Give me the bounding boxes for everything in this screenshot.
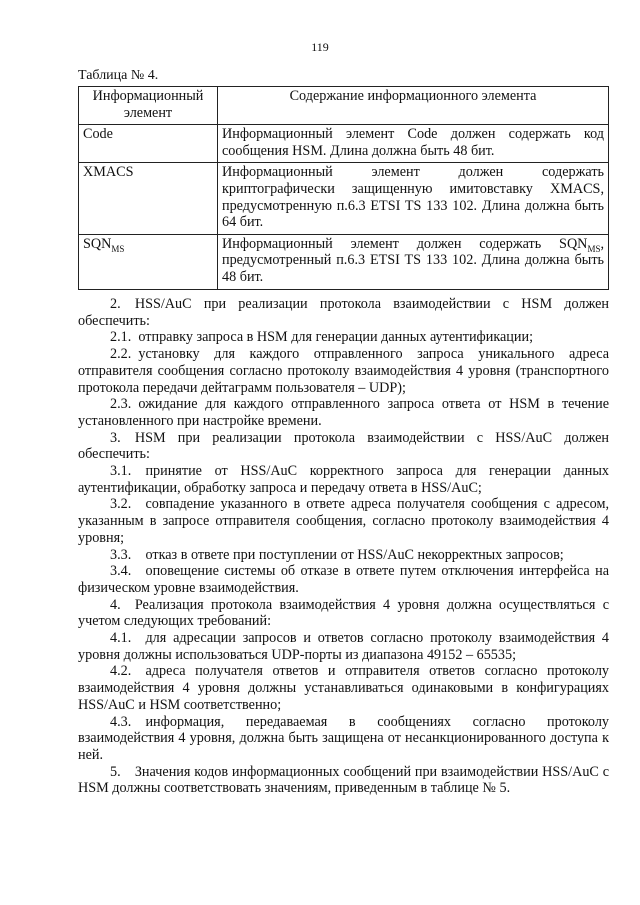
page-number: 119 [311, 40, 329, 54]
element-name-code: Code [79, 125, 218, 163]
paragraph: 5. Значения кодов информационных сообщений при взаимодействии HSS/AuC с HSM должны соответствовать значениям, приведенным в таблице № 5. [78, 763, 609, 797]
paragraph: 3.4. оповещение системы об отказе в ответе путем отключения интерфейса на физическом уровне взаимодействия. [78, 563, 609, 596]
info-elements-table [78, 86, 609, 290]
body-text [78, 296, 609, 797]
sqn-content-post: , предусмотренный п.6.3 ETSI TS 133 102. Длина должна быть 48 бит. [222, 235, 604, 285]
element-name-xmacs: XMACS [79, 163, 218, 234]
paragraph: 3.2. совпадение указанного в ответе адреса получателя сообщения с адресом, указанным в запросе отправителя сообщения, согласно протоколу взаимодействия 4 уровня; [78, 496, 609, 546]
paragraph: 2.2. установку для каждого отправленного запроса уникального адреса отправителя сообщения согласно протоколу взаимодействия 4 уровня (транспортного протокола передачи дейтаграмм пользователя – UDP); [78, 346, 609, 396]
paragraph: 3.3. отказ в ответе при поступлении от HSS/AuC некорректных запросов; [110, 546, 564, 563]
paragraph: 4.2. адреса получателя ответов и отправителя ответов согласно протоколу взаимодействия 4 уровня должны устанавливаться одинаковыми в конфигурациях HSS/AuC и HSM соответственно; [78, 663, 609, 713]
header-content: Содержание информационного элемента [218, 87, 609, 125]
paragraph: 2. HSS/AuC при реализации протокола взаимодействии с HSM должен обеспечить: [78, 296, 609, 329]
paragraph: 3.1. принятие от HSS/AuC корректного запроса для генерации данных аутентификации, обработку запроса и передачу ответа в HSS/AuC; [78, 463, 609, 496]
paragraph: 2.1. отправку запроса в HSM для генерации данных аутентификации; [110, 329, 534, 346]
table-row [79, 125, 609, 163]
table-row [79, 163, 609, 234]
sqn-content-pre: Информационный элемент должен содержать SQN [222, 235, 588, 252]
sqn-content-subscript: MS [587, 243, 601, 254]
paragraph: 4.1. для адресации запросов и ответов согласно протоколу взаимодействия 4 уровня должны использоваться UDP-порты из диапазона 49152 – 65535; [78, 630, 609, 663]
paragraph: 3. HSM при реализации протокола взаимодействии с HSS/AuC должен обеспечить: [78, 429, 609, 463]
paragraph: 4. Реализация протокола взаимодействия 4 уровня должна осуществляться с учетом следующих требований: [78, 596, 609, 630]
header-element: Информационный элемент [79, 87, 218, 125]
element-content-code: Информационный элемент Code должен содержать код сообщения HSM. Длина должна быть 48 бит. [218, 125, 609, 163]
paragraph: 4.3. информация, передаваемая в сообщениях согласно протоколу взаимодействия 4 уровня, должна быть защищена от несанкционированного доступа к ней. [78, 713, 609, 763]
sqn-name: SQN [83, 235, 112, 252]
element-content-xmacs: Информационный элемент должен содержать криптографически защищенную имитовставку XMACS, предусмотренную п.6.3 ETSI TS 133 102. Длина должна быть 64 бит. [218, 163, 609, 234]
sqn-name-subscript: MS [111, 243, 125, 254]
element-content-sqn [218, 234, 609, 289]
paragraph: 2.3. ожидание для каждого отправленного запроса ответа от HSM в течение установленного при настройке времени. [78, 396, 609, 429]
table-header-row [79, 87, 609, 125]
table-row [79, 234, 609, 289]
element-name-sqn [79, 234, 218, 289]
table-caption: Таблица № 4. [78, 68, 159, 83]
